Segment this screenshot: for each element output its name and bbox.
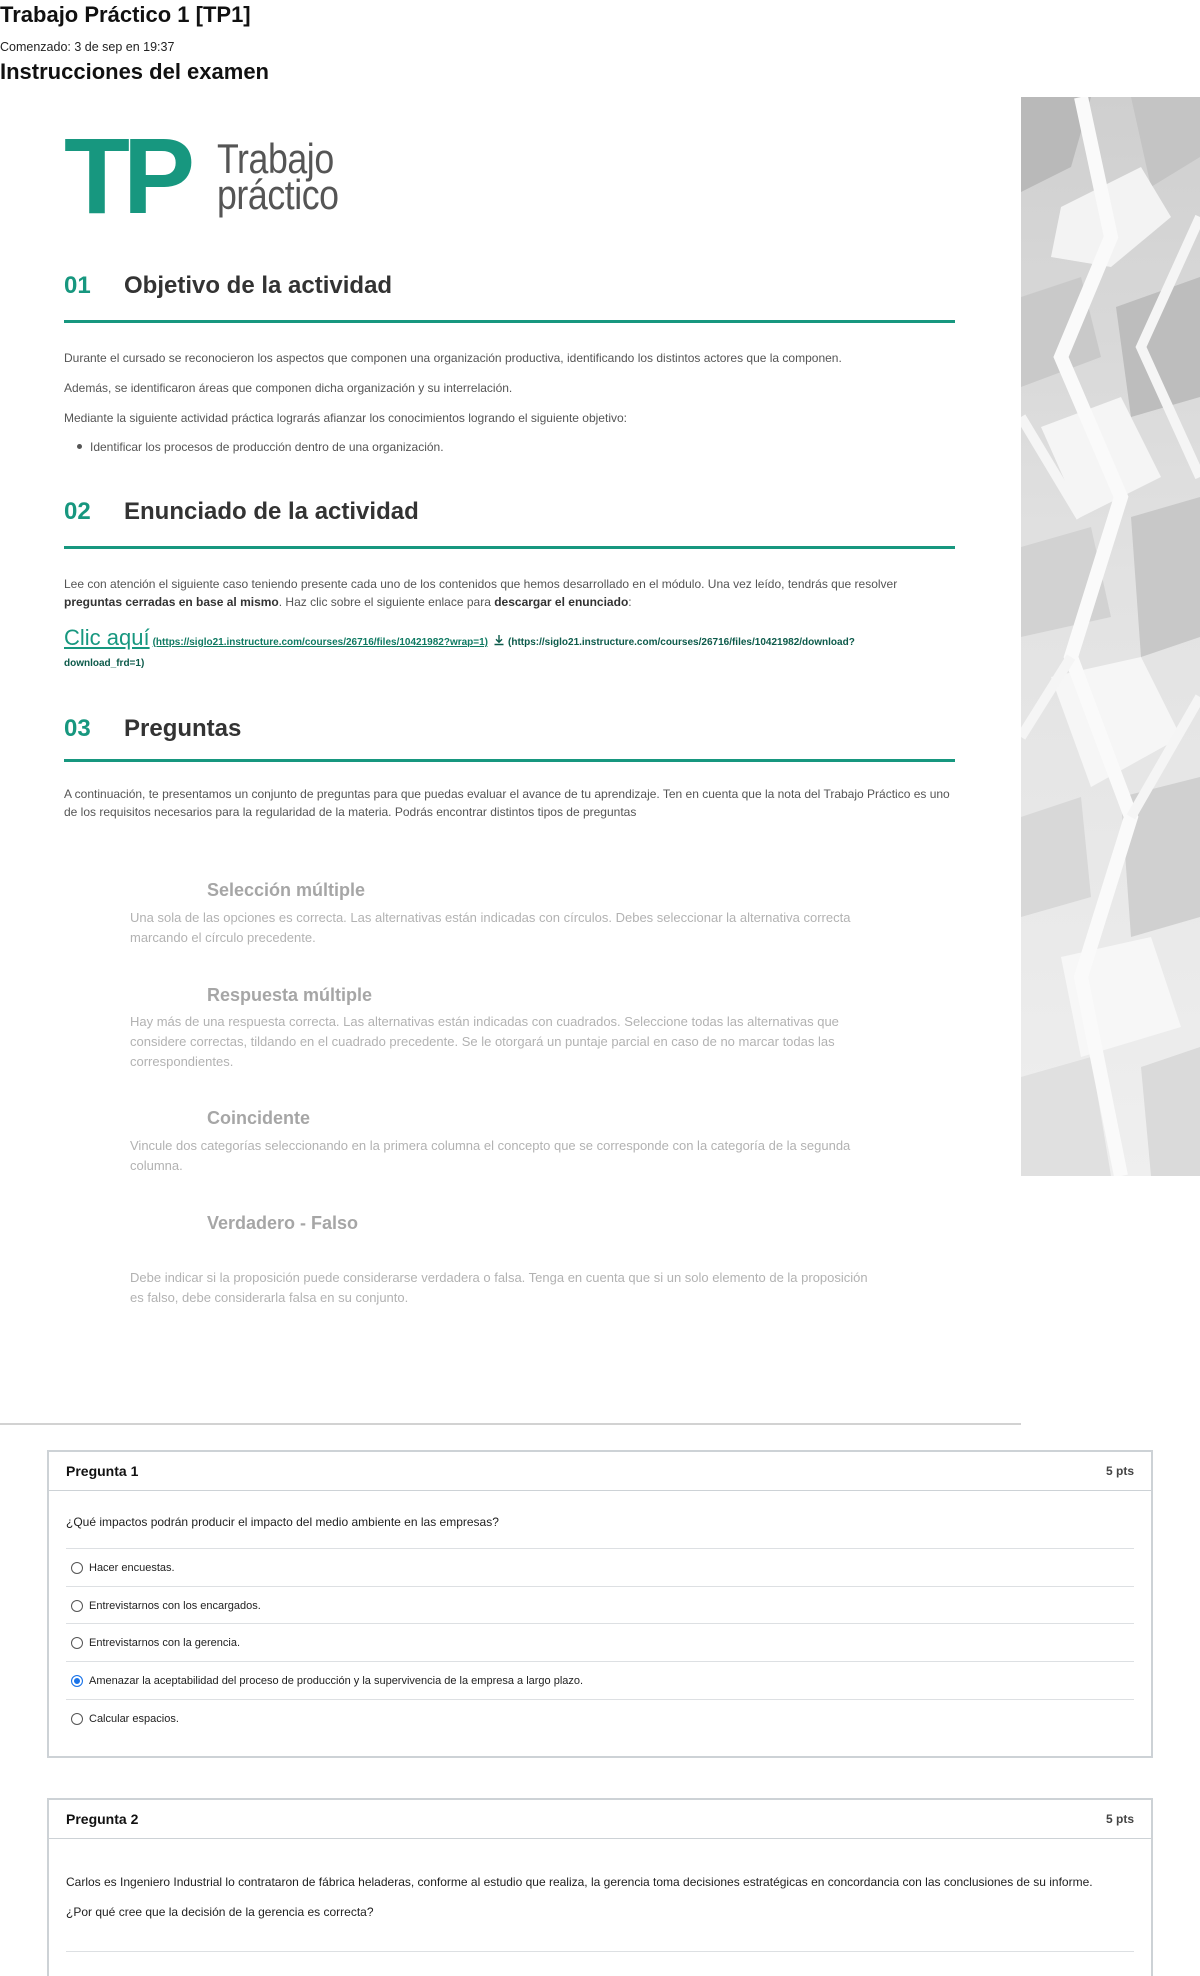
paragraph-line: A continuación, te presentamos un conjunto de preguntas para que puedas evaluar el avance de tu aprendizaje. Ten en cuenta que la nota del Trabajo Práctico es uno [64,787,950,801]
enunciado-paragraph [64,575,897,611]
paragraph: Además, se identificaron áreas que componen dicha organización y su interrelación. [64,381,513,395]
question-header [49,1452,1151,1491]
radio-button[interactable] [71,1675,83,1687]
description-line: es falso, debe considerarla falsa en su conjunto. [130,1290,409,1305]
answer-option[interactable] [66,1661,1134,1700]
answer-option-label[interactable]: Amenazar la aceptabilidad del proceso de producción y la supervivencia de la empresa a largo plazo. [89,1675,584,1687]
section-number-01: 01 [64,272,91,299]
tp-logo: TP [64,115,189,236]
question-text: ¿Por qué cree que la decisión de la gerencia es correcta? [66,1905,374,1919]
answer-option-label[interactable]: Calcular espacios. [89,1713,179,1725]
description-line: Hay más de una respuesta correcta. Las alternativas están indicadas con cuadrados. Seleccione todas las alternativas que [130,1014,839,1029]
paragraph-bold-text: preguntas cerradas en base al mismo [64,595,279,609]
radio-button[interactable] [71,1637,83,1649]
paragraph-line: de los requisitos necesarios para la regularidad de la materia. Podrás encontrar distintos tipos de preguntas [64,805,637,819]
paragraph: Durante el cursado se reconocieron los aspectos que componen una organización productiva, identificando los distintos actores que la componen. [64,351,842,365]
description-line: Vincule dos categorías seleccionando en la primera columna el concepto que se corresponde con la categoría de la segunda [130,1138,851,1153]
section-divider [64,759,955,762]
preguntas-paragraph [64,785,950,821]
question-type-description [130,1268,868,1308]
instructions-heading: Instrucciones del examen [0,59,269,84]
section-title-enunciado: Enunciado de la actividad [124,498,419,525]
section-title-objetivo: Objetivo de la actividad [124,272,393,299]
paragraph-text: . Haz clic sobre el siguiente enlace para [278,595,495,609]
question-text: ¿Qué impactos podrán producir el impacto del medio ambiente en las empresas? [66,1515,499,1529]
question-type-title: Verdadero - Falso [207,1213,359,1233]
answer-option[interactable] [66,1586,1134,1625]
radio-button[interactable] [71,1713,83,1725]
answer-option[interactable] [66,1623,1134,1662]
file-download-link[interactable]: (https://siglo21.instructure.com/courses/26716/files/10421982/download? [508,637,855,648]
paragraph-bold-text: descargar el enunciado [494,595,629,609]
question-type-description [130,908,850,948]
answer-option[interactable] [66,1699,1134,1738]
quiz-title: Trabajo Práctico 1 [TP1] [0,2,251,27]
question-type-title: Respuesta múltiple [207,985,373,1005]
paragraph: Mediante la siguiente actividad práctica lograrás afianzar los conocimientos logrando el siguiente objetivo: [64,411,627,425]
question-points: 5 pts [1105,1812,1134,1826]
tp-logo-line2: práctico [217,171,339,218]
description-line: Una sola de las opciones es correcta. Las alternativas están indicadas con círculos. Debes seleccionar la alternativa correcta [130,910,851,925]
answer-option[interactable] [66,1548,1134,1587]
file-view-link[interactable]: (https://siglo21.instructure.com/courses/26716/files/10421982?wrap=1) [152,637,489,648]
answer-option-label[interactable]: Entrevistarnos con la gerencia. [89,1637,241,1649]
download-icon[interactable] [493,634,505,646]
paragraph-text: Lee con atención el siguiente caso teniendo presente cada uno de los contenidos que hemos desarrollado en el módulo. Una vez leído, tendrás que resolver [64,577,898,591]
question-type-description [130,1136,850,1176]
description-line: Debe indicar si la proposición puede considerarse verdadera o falsa. Tenga en cuenta que si un solo elemento de la proposición [130,1270,868,1285]
question-label: Pregunta 1 [66,1463,139,1479]
description-line: columna. [130,1158,183,1173]
section-number-03: 03 [64,715,91,742]
description-line: marcando el círculo precedente. [130,930,316,945]
question-header [49,1800,1151,1839]
description-line: considere correctas, tildando en el cuadrado precedente. Se le otorgará un puntaje parcial en caso de no marcar todas las [130,1034,835,1049]
description-line: correspondientes. [130,1054,234,1069]
instructions-divider [0,1423,1021,1425]
download-links-row [64,625,855,656]
question-text: Carlos es Ingeniero Industrial lo contrataron de fábrica heladeras, conforme al estudio que realiza, la gerencia toma decisiones estratégicas en concordancia con las conclusiones de su informe. [66,1875,1093,1889]
question-type-title: Coincidente [207,1108,311,1128]
question-card-2 [47,1798,1153,1976]
tp-logo-line1: Trabajo [217,135,334,182]
started-timestamp: Comenzado: 3 de sep en 19:37 [0,40,175,54]
section-divider [64,320,955,323]
paragraph-text: : [628,595,632,609]
radio-button[interactable] [71,1562,83,1574]
bullet-item [77,439,444,455]
clic-aqui-link[interactable]: Clic aquí [64,625,150,650]
question-card-1 [47,1450,1153,1758]
question-points: 5 pts [1105,1464,1134,1478]
file-download-link-continued[interactable]: download_frd=1) [64,658,145,669]
section-title-preguntas: Preguntas [124,715,242,742]
radio-button[interactable] [71,1600,83,1612]
decorative-architecture-image [1021,97,1200,1176]
question-type-title: Selección múltiple [207,880,366,900]
answer-option-label[interactable]: Entrevistarnos con los encargados. [89,1600,261,1612]
answer-area-divider [66,1951,1134,1952]
bullet-text: Identificar los procesos de producción dentro de una organización. [90,440,444,454]
tp-logo-text [217,135,339,218]
section-divider [64,546,955,549]
bullet-dot-icon [77,444,82,449]
answer-option-label[interactable]: Hacer encuestas. [89,1562,175,1574]
question-label: Pregunta 2 [66,1811,139,1827]
question-type-description [130,1012,839,1072]
section-number-02: 02 [64,498,91,525]
